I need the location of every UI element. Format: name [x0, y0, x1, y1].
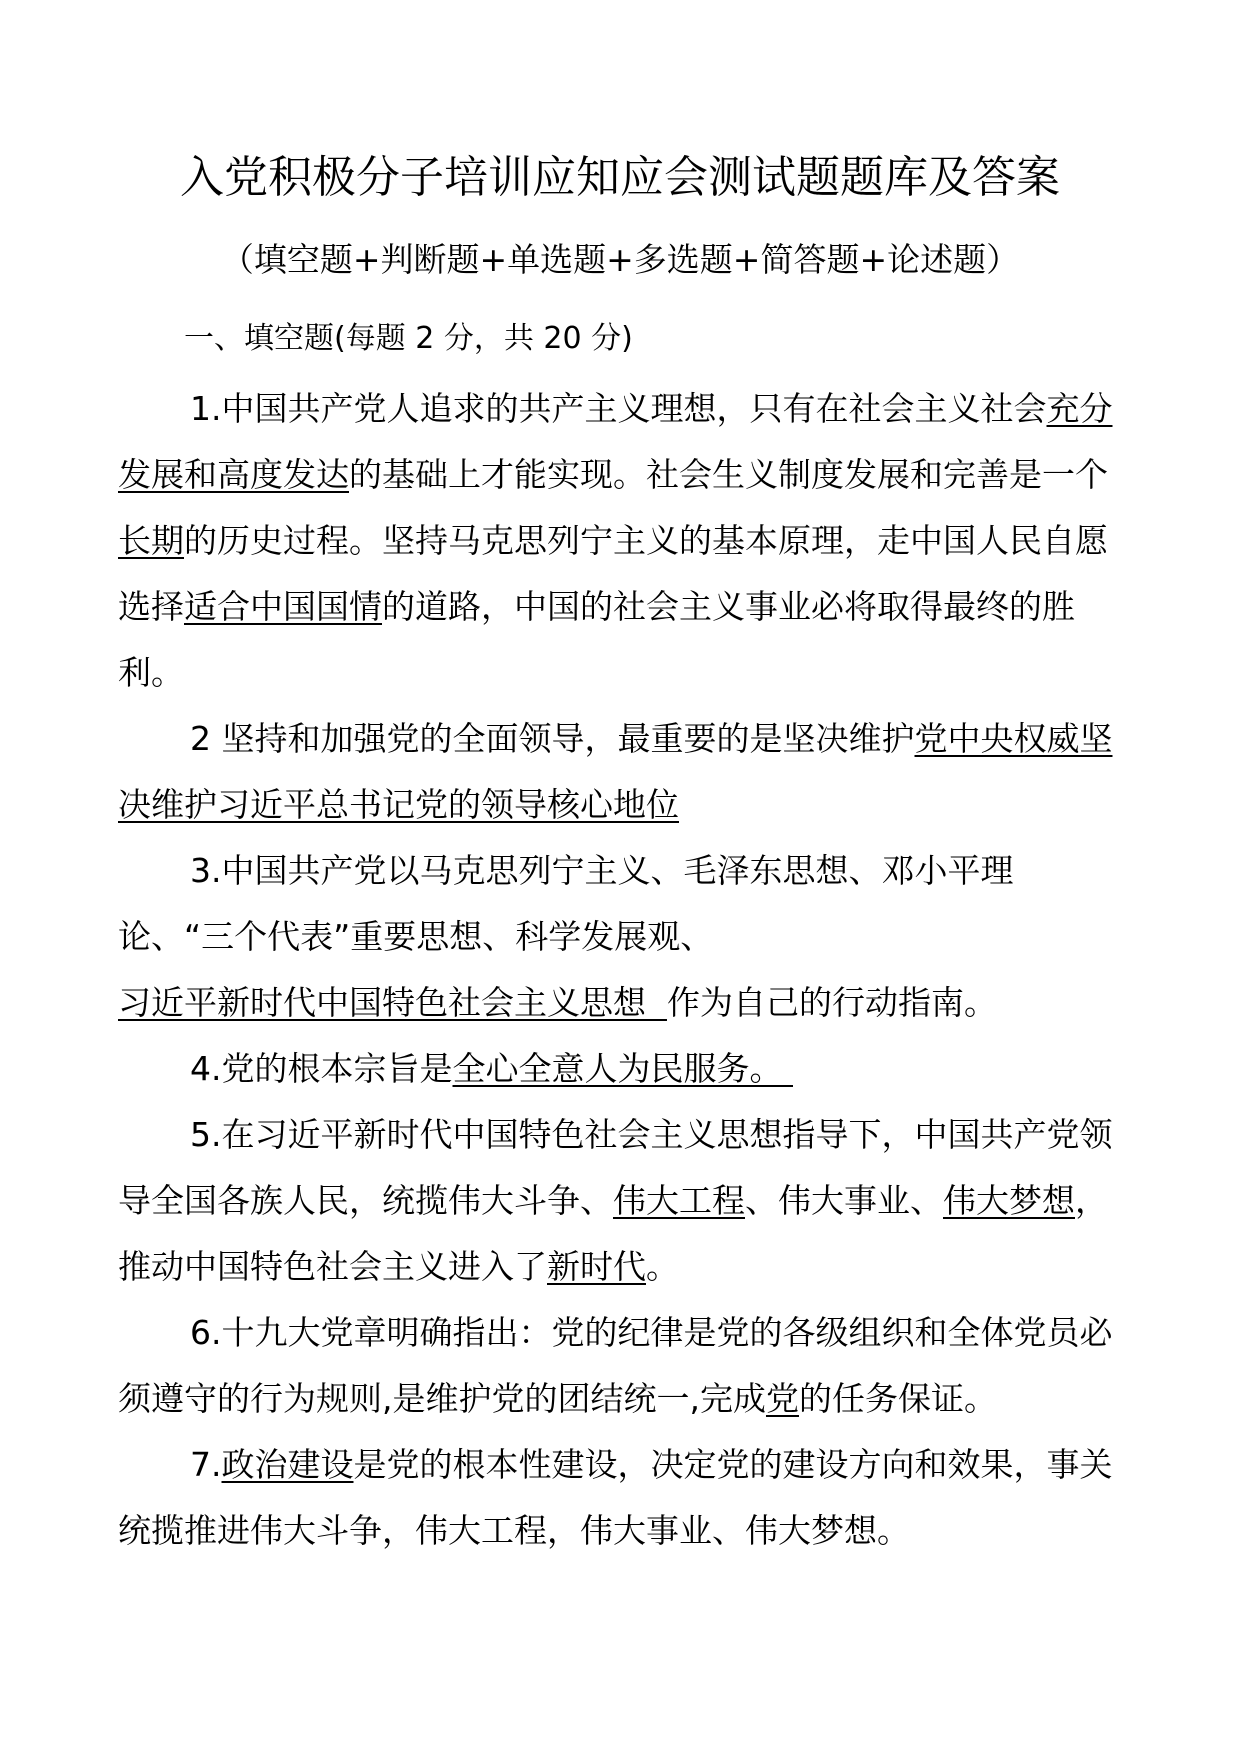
- answer-blank: 适合中国国情: [184, 587, 382, 626]
- question-list: [118, 376, 1120, 1564]
- answer-blank: 全心全意人为民服务。: [452, 1049, 793, 1088]
- answer-blank: 长期: [118, 521, 184, 560]
- answer-blank: 党: [765, 1379, 799, 1418]
- answer-blank: 习近平新时代中国特色社会主义思想: [118, 983, 667, 1022]
- question-3: 3.中国共产党以马克思列宁主义、毛泽东思想、邓小平理论、“三个代表”重要思想、科学发展观、习近平新时代中国特色社会主义思想 作为自己的行动指南。: [118, 851, 1014, 1022]
- answer-blank: 政治建设: [221, 1445, 354, 1484]
- question-7: 7.政治建设是党的根本性建设，决定党的建设方向和效果，事关统揽推进伟大斗争，伟大工程，伟大事业、伟大梦想。: [118, 1445, 1113, 1550]
- question-4: 4.党的根本宗旨是全心全意人为民服务。: [190, 1049, 793, 1088]
- answer-blank: 党中央权威坚决维护习近平总书记党的领导核心地位: [118, 719, 1113, 824]
- document-title: 入党积极分子培训应知应会测试题题库及答案: [180, 152, 1060, 203]
- answer-blank: 充分发展和高度发达: [118, 389, 1113, 494]
- question-5: 5.在习近平新时代中国特色社会主义思想指导下，中国共产党领导全国各族人民，统揽伟大斗争、伟大工程、伟大事业、伟大梦想，推动中国特色社会主义进入了新时代。: [118, 1115, 1113, 1286]
- question-2: 2 坚持和加强党的全面领导，最重要的是坚决维护党中央权威坚决维护习近平总书记党的领导核心地位: [118, 719, 1113, 824]
- question-6: 6.十九大党章明确指出：党的纪律是党的各级组织和全体党员必须遵守的行为规则,是维护党的团结统一,完成党的任务保证。: [118, 1313, 1113, 1418]
- document-subtitle: （填空题+判断题+单选题+多选题+简答题+论述题）: [220, 240, 1020, 279]
- answer-blank: 新时代: [547, 1247, 646, 1286]
- question-1: 1.中国共产党人追求的共产主义理想，只有在社会主义社会充分发展和高度发达的基础上才能实现。社会生义制度发展和完善是一个长期的历史过程。坚持马克思列宁主义的基本原理，走中国人民自愿选择适合中国国情的道路，中国的社会主义事业必将取得最终的胜利。: [118, 389, 1113, 692]
- answer-blank: 伟大梦想: [943, 1181, 1075, 1220]
- section-heading: 一、填空题(每题 2 分，共 20 分): [184, 321, 633, 356]
- answer-blank: 伟大工程: [613, 1181, 745, 1220]
